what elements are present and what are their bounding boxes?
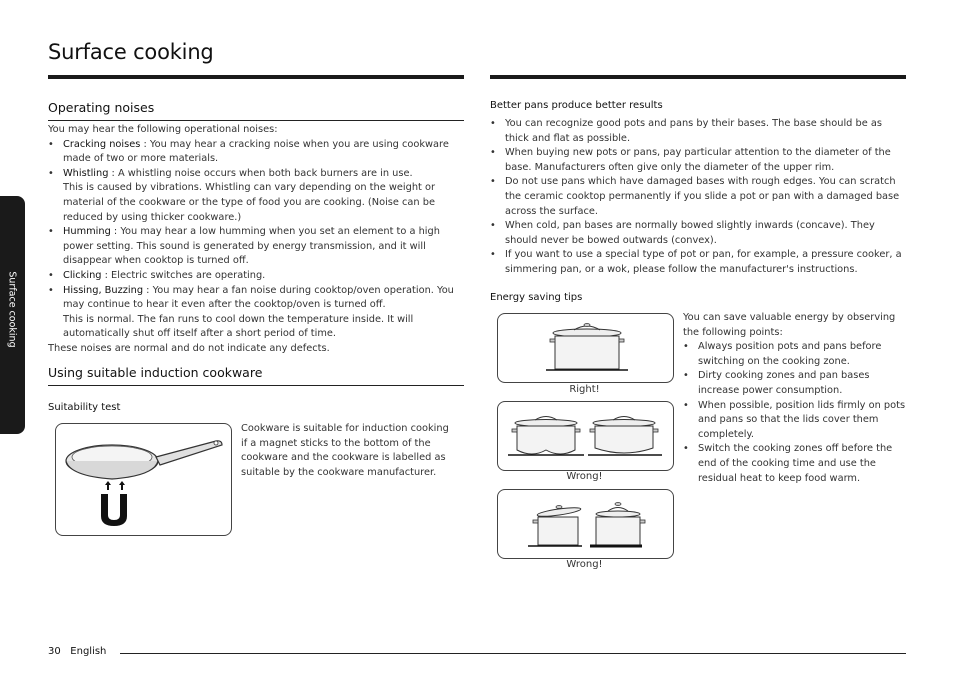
energy-list bbox=[683, 340, 908, 486]
pot-correct-illustration bbox=[498, 314, 673, 382]
better-pans-item: • If you want to use a special type of pot or pan, for example, a pressure cooker, a simmering pan, or a wok, please follow the manufacturer's instructions. bbox=[490, 248, 908, 277]
suitability-test-heading: Suitability test bbox=[48, 402, 121, 413]
induction-heading: Using suitable induction cookware bbox=[48, 365, 263, 380]
energy-item: • Dirty cooking zones and pan bases increase power consumption. bbox=[683, 369, 908, 398]
pots-wrong-base-illustration bbox=[498, 402, 673, 470]
page-title: Surface cooking bbox=[48, 40, 214, 64]
caption-wrong-2: Wrong! bbox=[566, 559, 603, 570]
induction-rule bbox=[48, 385, 464, 386]
operating-noises-intro: You may hear the following operational noises: bbox=[48, 124, 278, 135]
noise-text: : Electric switches are operating. bbox=[101, 269, 266, 281]
operating-noises-rule bbox=[48, 120, 464, 121]
energy-body bbox=[683, 311, 908, 486]
better-pans-item: • You can recognize good pots and pans by their bases. The base should be as thick and flat as possible. bbox=[490, 117, 908, 146]
noise-term: Clicking bbox=[63, 269, 102, 281]
pot-wrong-figure-2 bbox=[497, 489, 674, 559]
noise-text: : You may hear a low humming when you set an element to a high power setting. This sound is generated by energy transmission, and it will disappear when cooktop is turned off. bbox=[63, 226, 440, 267]
noise-item bbox=[48, 225, 466, 269]
noise-text: : You may hear a fan noise during cooktop/oven operation. You may continue to hear it even after the cooktop/oven is turned off. bbox=[63, 284, 454, 311]
side-tab bbox=[0, 196, 25, 434]
operating-noises-heading: Operating noises bbox=[48, 100, 155, 115]
noise-text: : A whistling noise occurs when both back burners are in use. bbox=[108, 167, 413, 179]
better-pans-body bbox=[490, 117, 908, 278]
noise-item bbox=[48, 284, 466, 342]
energy-item: • When possible, position lids firmly on pots and pans so that the lids cover them completely. bbox=[683, 399, 908, 443]
induction-text: Cookware is suitable for induction cooking if a magnet sticks to the bottom of the cookware and the cookware is labelled as suitable by the cookware manufacturer. bbox=[241, 423, 449, 478]
noise-item bbox=[48, 167, 466, 225]
operating-noises-outro: These noises are normal and do not indicate any defects. bbox=[48, 342, 330, 354]
better-pans-heading: Better pans produce better results bbox=[490, 100, 663, 111]
noise-term: Cracking noises bbox=[63, 138, 141, 150]
better-pans-item: • Do not use pans which have damaged bases with rough edges. You can scratch the ceramic cooktop permanently if you slide a pot or pan with a damaged base across the surface. bbox=[490, 175, 908, 219]
pan-magnet-illustration bbox=[56, 424, 231, 535]
better-pans-item: • When buying new pots or pans, pay particular attention to the diameter of the base. Manufacturers often give only the diameter of the upper rim. bbox=[490, 146, 908, 175]
pot-wrong-figure-1 bbox=[497, 401, 674, 471]
noise-extra: This is caused by vibrations. Whistling can vary depending on the weight or material of the cookware or the type of food you are cooking. (Noise can be reduced by using thicker cookware.) bbox=[63, 182, 435, 223]
pot-right-figure bbox=[497, 313, 674, 383]
footer-rule bbox=[120, 653, 906, 654]
operating-noises-body bbox=[48, 123, 466, 357]
better-pans-list bbox=[490, 117, 908, 278]
page-number: 30 bbox=[48, 646, 61, 657]
noise-list bbox=[48, 138, 466, 342]
title-rule-right bbox=[490, 75, 906, 79]
title-rule-left bbox=[48, 75, 464, 79]
side-tab-label: Surface cooking bbox=[6, 271, 18, 348]
noise-extra: This is normal. The fan runs to cool down the temperature inside. It will automatically shut off itself after a short period of time. bbox=[63, 313, 414, 340]
energy-item: • Switch the cooking zones off before the end of the cooking time and use the residual heat to keep food warm. bbox=[683, 442, 908, 486]
noise-term: Hissing, Buzzing bbox=[63, 284, 144, 296]
page-number-footer bbox=[48, 646, 106, 657]
better-pans-item: • When cold, pan bases are normally bowed slightly inwards (concave). They should never be bowed outwards (convex). bbox=[490, 219, 908, 248]
noise-item bbox=[48, 138, 466, 167]
caption-right: Right! bbox=[569, 384, 600, 395]
footer-language: English bbox=[70, 646, 107, 657]
energy-heading: Energy saving tips bbox=[490, 292, 583, 303]
noise-text: : You may hear a cracking noise when you are using cookware made of two or more materials. bbox=[63, 138, 449, 165]
noise-term: Whistling bbox=[63, 167, 109, 179]
energy-item: • Always position pots and pans before switching on the cooking zone. bbox=[683, 340, 908, 369]
magnet-test-figure bbox=[55, 423, 232, 536]
energy-intro: You can save valuable energy by observing the following points: bbox=[683, 312, 896, 338]
caption-wrong-1: Wrong! bbox=[566, 471, 603, 482]
noise-term: Humming bbox=[63, 226, 111, 238]
noise-item bbox=[48, 269, 466, 284]
pots-wrong-size-illustration bbox=[498, 490, 673, 558]
